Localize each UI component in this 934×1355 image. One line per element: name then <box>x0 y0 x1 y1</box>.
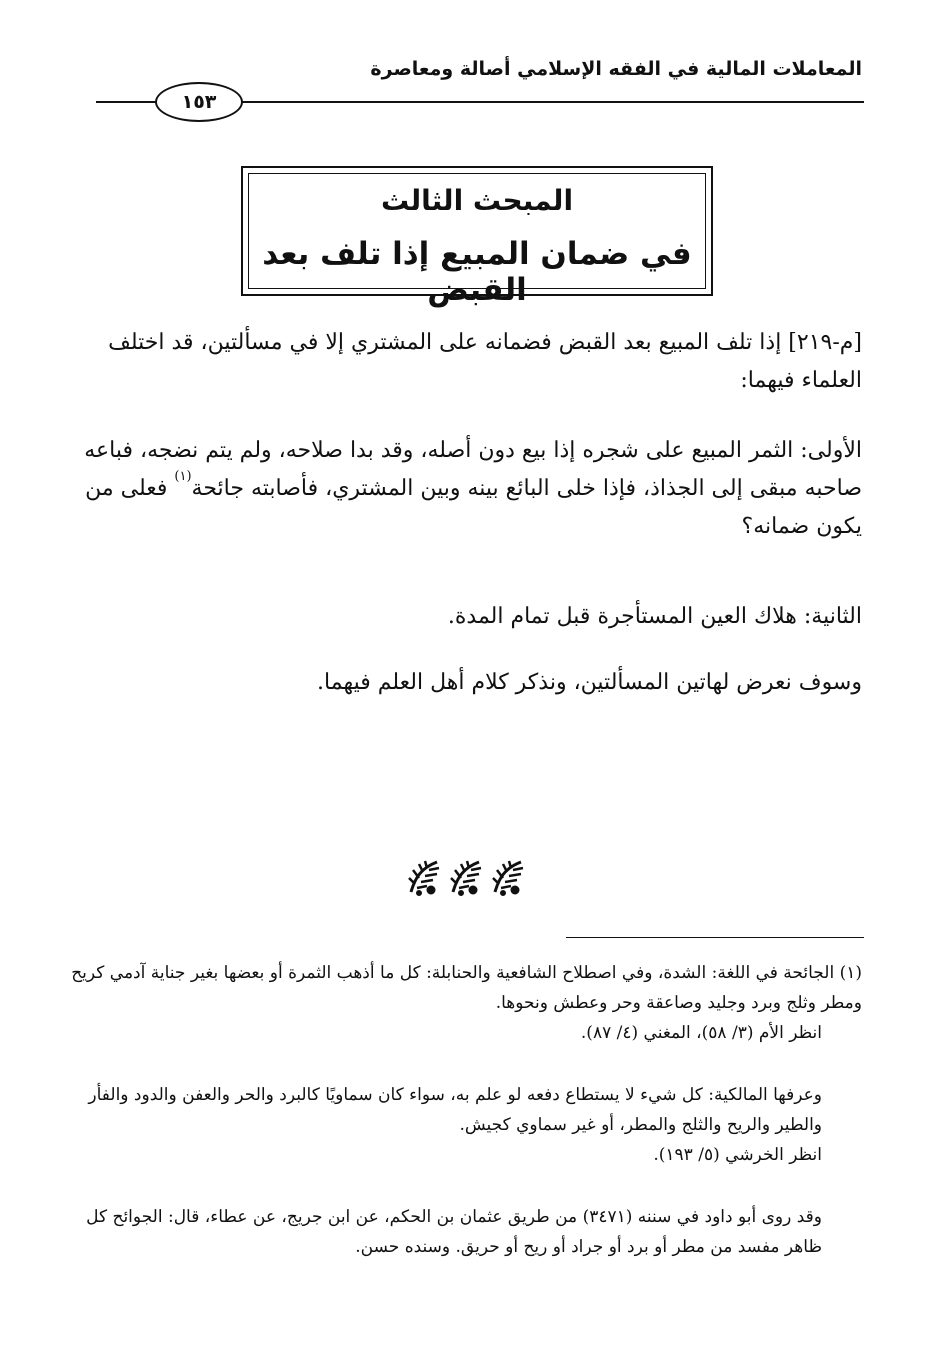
footnote-1-maliki <box>70 1080 862 1170</box>
paragraph-first-issue <box>70 432 862 546</box>
page-number: ١٥٣ <box>155 82 243 122</box>
section-title-line1: المبحث الثالث <box>380 184 574 217</box>
first-issue-question: فعلى من يكون ضمانه؟ <box>85 476 862 539</box>
floral-ornament-icon <box>405 858 529 896</box>
footnote-1 <box>70 958 862 1048</box>
footnote-1-definition <box>70 958 862 1018</box>
running-title: المعاملات المالية في الفقه الإسلامي أصالة ومعاصرة <box>370 58 862 80</box>
footnote-reference[interactable]: (١) <box>174 469 192 484</box>
footnote-hadith-text: وقد روى أبو داود في سننه (٣٤٧١) من طريق عثمان بن الحكم، عن ابن جريج، عن عطاء، قال: الجوائح كل ظاهر مفسد من مطر أو برد أو جراد أو ريح أو حريق. وسنده حسن. <box>86 1207 822 1257</box>
footnote-number: (١) <box>839 963 862 983</box>
paragraph-second-issue: الثانية: هلاك العين المستأجرة قبل تمام المدة. <box>447 604 862 629</box>
footnote-1-reference: انظر الأم (٣/ ٥٨)، المغني (٤/ ٨٧). <box>580 1023 822 1043</box>
footnote-separator <box>566 937 864 938</box>
footnote-maliki-reference: انظر الخرشي (٥/ ١٩٣). <box>653 1145 822 1165</box>
footnote-1-hadith <box>70 1202 862 1262</box>
paragraph-intro: [م-٢١٩] إذا تلف المبيع بعد القبض فضمانه على المشتري إلا في مسألتين، قد اختلف العلماء فيهما: <box>108 330 862 393</box>
footnote-maliki-definition: وعرفها المالكية: كل شيء لا يستطاع دفعه لو علم به، سواء كان سماويًا كالبرد والحر والعفن والدود والفأر والطير والريح والثلج والمطر، أو غير سماوي كجيش. <box>88 1085 822 1135</box>
section-title-line2: في ضمان المبيع إذا تلف بعد القبض <box>262 236 692 308</box>
first-issue-text: الأولى: الثمر المبيع على شجره إذا بيع دون أصله، وقد بدا صلاحه، ولم يتم نضجه، فباعه صاحبه مبقى إلى الجذاذ، فإذا خلى البائع بينه وبين المشتري، فأصابته جائحة <box>84 438 862 501</box>
paragraph-conclusion: وسوف نعرض لهاتين المسألتين، ونذكر كلام أهل العلم فيهما. <box>317 670 862 695</box>
section-title-frame <box>241 166 713 308</box>
footnote-1-text: الجائحة في اللغة: الشدة، وفي اصطلاح الشافعية والحنابلة: كل ما أذهب الثمرة أو بعضها بغير جناية آدمي كريح ومطر وثلج وبرد وجليد وصاعقة وحر وعطش ونحوها. <box>71 963 862 1013</box>
